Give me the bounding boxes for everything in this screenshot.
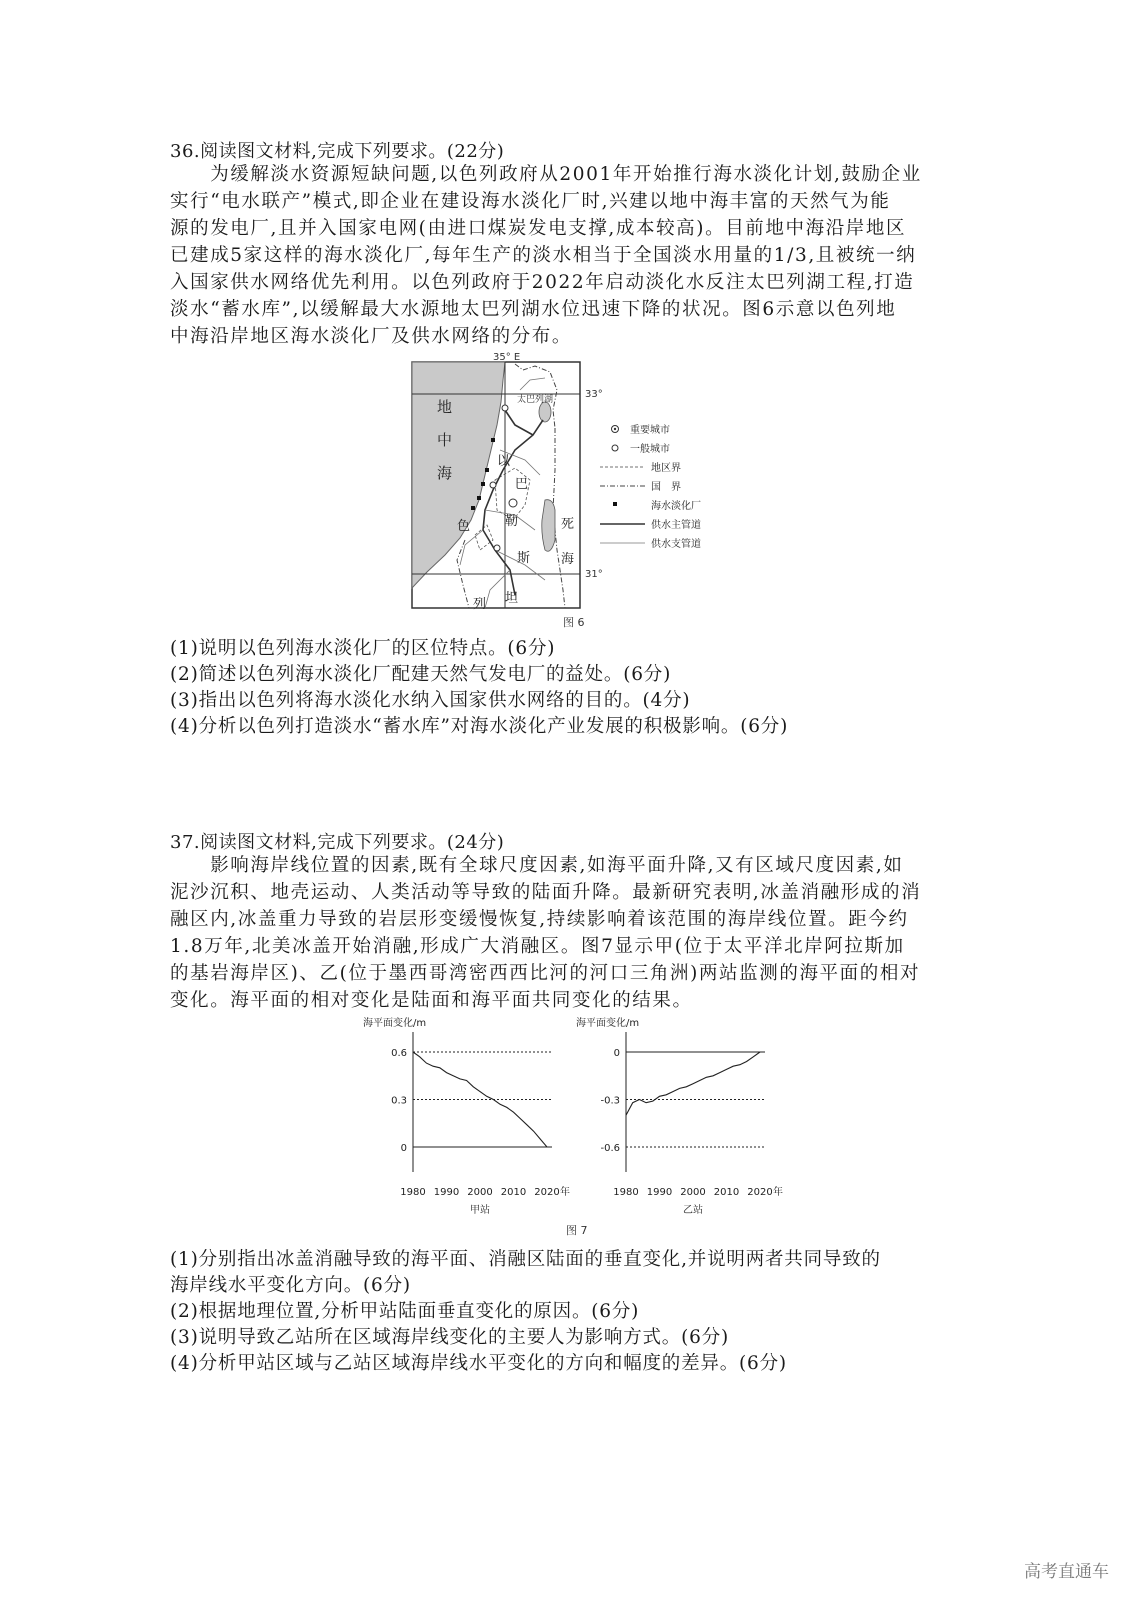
x-unit-label: 年 xyxy=(560,1187,570,1198)
palestine-label-2: 勒 xyxy=(505,514,519,529)
y-tick-label: 0 xyxy=(400,1143,407,1154)
legend-region-border-label: 地区界 xyxy=(651,463,681,474)
q36-line: 为缓解淡水资源短缺问题,以色列政府从2001年开始推行海水淡化计划,鼓励企业 xyxy=(170,164,922,185)
desal-plant-marker xyxy=(491,438,495,442)
q37-line: 的基岩海岸区)、乙(位于墨西哥湾密西西比河的河口三角洲)两站监测的海平面的相对 xyxy=(170,963,921,984)
q36-question-4: (4)分析以色列打造淡水“蓄水库”对海水淡化产业发展的积极影响。(6分) xyxy=(170,716,789,737)
x-tick-label: 2020 xyxy=(534,1187,560,1198)
lon-label: 35° E xyxy=(493,352,521,363)
sea-label-3: 海 xyxy=(437,464,453,482)
y-axis-label: 海平面变化/m xyxy=(363,1018,427,1029)
y-tick-label: -0.6 xyxy=(600,1143,620,1154)
legend-desal-plant-icon xyxy=(613,502,617,506)
y-tick-label: 0.6 xyxy=(391,1048,407,1059)
figure-7-caption: 图 7 xyxy=(566,1224,588,1237)
x-tick-label: 2010 xyxy=(713,1187,740,1198)
major-city-marker xyxy=(509,499,517,507)
legend-major-city-dot xyxy=(614,428,616,430)
desal-plant-marker xyxy=(471,506,475,510)
y-tick-label: 0 xyxy=(613,1048,620,1059)
sea-label-2: 中 xyxy=(437,431,453,449)
q37-line: 1.8万年,北美冰盖开始消融,形成广大消融区。图7显示甲(位于太平洋北岸阿拉斯加 xyxy=(170,936,905,957)
q37-question-3: (3)说明导致乙站所在区域海岸线变化的主要人为影响方式。(6分) xyxy=(170,1327,730,1348)
q37-line: 变化。海平面的相对变化是陆面和海平面共同变化的结果。 xyxy=(170,990,693,1011)
q37-line: 泥沙沉积、地壳运动、人类活动等导致的陆面升降。最新研究表明,冰盖消融形成的消 xyxy=(170,882,922,903)
q37-title: 37.阅读图文材料,完成下列要求。(24分) xyxy=(170,832,505,853)
lake-tiberias xyxy=(539,402,551,422)
palestine-label-4: 坦 xyxy=(505,591,519,606)
x-unit-label: 年 xyxy=(773,1187,783,1198)
q37-question-1a: (1)分别指出冰盖消融导致的海平面、消融区陆面的垂直变化,并说明两者共同导致的 xyxy=(170,1249,881,1270)
legend-national-border-label: 国 界 xyxy=(651,482,681,493)
q36-line: 源的发电厂,且并入国家电网(由进口煤炭发电支撑,成本较高)。目前地中海沿岸地区 xyxy=(170,218,907,239)
map-legend xyxy=(600,423,701,550)
city-marker xyxy=(494,545,500,551)
q36-paragraph xyxy=(170,161,960,350)
y-tick-label: 0.3 xyxy=(391,1095,407,1107)
y-tick-label: -0.3 xyxy=(600,1095,620,1107)
q36-line: 淡水“蓄水库”,以缓解最大水源地太巴列湖水位迅速下降的状况。图6示意以色列地 xyxy=(170,299,897,320)
x-tick-label: 2020 xyxy=(747,1187,773,1198)
city-marker xyxy=(490,482,496,488)
q36-question-3: (3)指出以色列将海水淡化水纳入国家供水网络的目的。(4分) xyxy=(170,690,691,711)
x-tick-label: 2000 xyxy=(467,1187,493,1198)
israel-label-3: 列 xyxy=(473,597,487,612)
dead-sea-label-1: 死 xyxy=(561,517,575,532)
q37-question-4: (4)分析甲站区域与乙站区域海岸线水平变化的方向和幅度的差异。(6分) xyxy=(170,1353,787,1374)
lat-33-label: 33° xyxy=(585,389,603,400)
q37-line: 影响海岸线位置的因素,既有全球尺度因素,如海平面升降,又有区域尺度因素,如 xyxy=(170,855,904,876)
dead-sea-label-2: 海 xyxy=(561,552,575,567)
x-tick-label: 2010 xyxy=(500,1187,527,1198)
q36-line: 入国家供水网络优先利用。以色列政府于2022年启动淡化水反注太巴列湖工程,打造 xyxy=(170,272,915,293)
legend-major-city-label: 重要城市 xyxy=(630,425,670,436)
x-tick-label: 2000 xyxy=(680,1187,706,1198)
q36-title: 36.阅读图文材料,完成下列要求。(22分) xyxy=(170,141,505,162)
sea-label-1: 地 xyxy=(437,398,453,416)
palestine-label-1: 巴 xyxy=(515,477,529,492)
lat-31-label: 31° xyxy=(585,569,603,580)
desal-plant-marker xyxy=(481,482,485,486)
q36-question-2: (2)简述以色列海水淡化厂配建天然气发电厂的益处。(6分) xyxy=(170,664,672,685)
chart-station-a xyxy=(355,1012,585,1217)
q36-question-1: (1)说明以色列海水淡化厂的区位特点。(6分) xyxy=(170,638,556,659)
legend-desal-plant-label: 海水淡化厂 xyxy=(651,501,701,512)
q37-question-2: (2)根据地理位置,分析甲站陆面垂直变化的原因。(6分) xyxy=(170,1301,640,1322)
desal-plant-marker xyxy=(477,496,481,500)
q37-question-1b: 海岸线水平变化方向。(6分) xyxy=(170,1275,411,1296)
station-label: 甲站 xyxy=(470,1205,490,1216)
legend-city-icon xyxy=(612,445,618,451)
legend-city-label: 一般城市 xyxy=(630,444,670,455)
figure-6-caption: 图 6 xyxy=(563,616,585,629)
city-marker xyxy=(502,405,508,411)
palestine-label-3: 斯 xyxy=(517,551,531,566)
legend-main-pipe-label: 供水主管道 xyxy=(651,520,701,531)
watermark-text: 高考直通车 xyxy=(1024,1562,1109,1582)
x-tick-label: 1980 xyxy=(400,1187,426,1198)
dead-sea xyxy=(542,500,555,552)
q36-line: 实行“电水联产”模式,即企业在建设海水淡化厂时,兴建以地中海丰富的天然气为能 xyxy=(170,191,891,212)
q37-line: 融区内,冰盖重力导致的岩层形变缓慢恢复,持续影响着该范围的海岸线位置。距今约 xyxy=(170,909,909,930)
israel-label-1: 以 xyxy=(497,454,511,469)
series-line xyxy=(626,1052,760,1115)
q37-paragraph xyxy=(170,852,960,1014)
lake-label: 太巴列湖 xyxy=(517,395,554,405)
station-label: 乙站 xyxy=(683,1205,703,1216)
y-axis-label: 海平面变化/m xyxy=(576,1018,640,1029)
chart-station-b xyxy=(568,1012,798,1217)
desal-plant-marker xyxy=(485,468,489,472)
legend-branch-pipe-label: 供水支管道 xyxy=(651,539,701,550)
q36-line: 中海沿岸地区海水淡化厂及供水网络的分布。 xyxy=(170,326,573,347)
x-tick-label: 1990 xyxy=(433,1187,460,1198)
x-tick-label: 1990 xyxy=(646,1187,673,1198)
figure-6-map xyxy=(405,350,740,630)
israel-label-2: 色 xyxy=(457,519,471,534)
q36-line: 已建成5家这样的海水淡化厂,每年生产的淡水相当于全国淡水用量的1/3,且被统一纳 xyxy=(170,245,917,266)
x-tick-label: 1980 xyxy=(613,1187,639,1198)
